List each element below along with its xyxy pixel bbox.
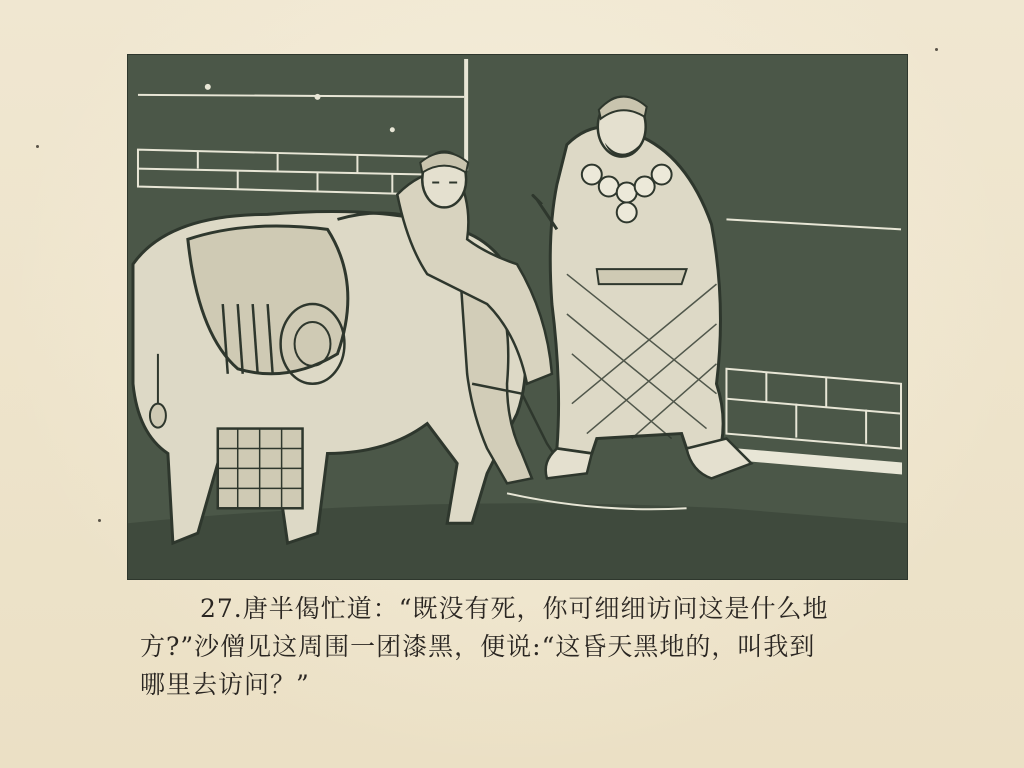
star	[390, 127, 395, 132]
wall-post	[464, 59, 468, 171]
paper-speck	[36, 145, 39, 148]
paper-speck	[98, 519, 101, 522]
caption-line-3: 哪里去访问？”	[140, 670, 310, 699]
illustration-drawing	[128, 55, 907, 579]
caption-line-2: 方?”沙僧见这周围一团漆黑，便说:“这昏天黑地的，叫我到	[140, 632, 816, 661]
caption-text	[140, 590, 900, 704]
caption-line-1: 27.唐半偈忙道：“既没有死，你可细细访问这是什么地	[200, 594, 829, 623]
ground	[128, 503, 907, 579]
paper-speck	[935, 48, 938, 51]
woodcut-illustration	[127, 54, 908, 580]
star	[205, 84, 211, 90]
